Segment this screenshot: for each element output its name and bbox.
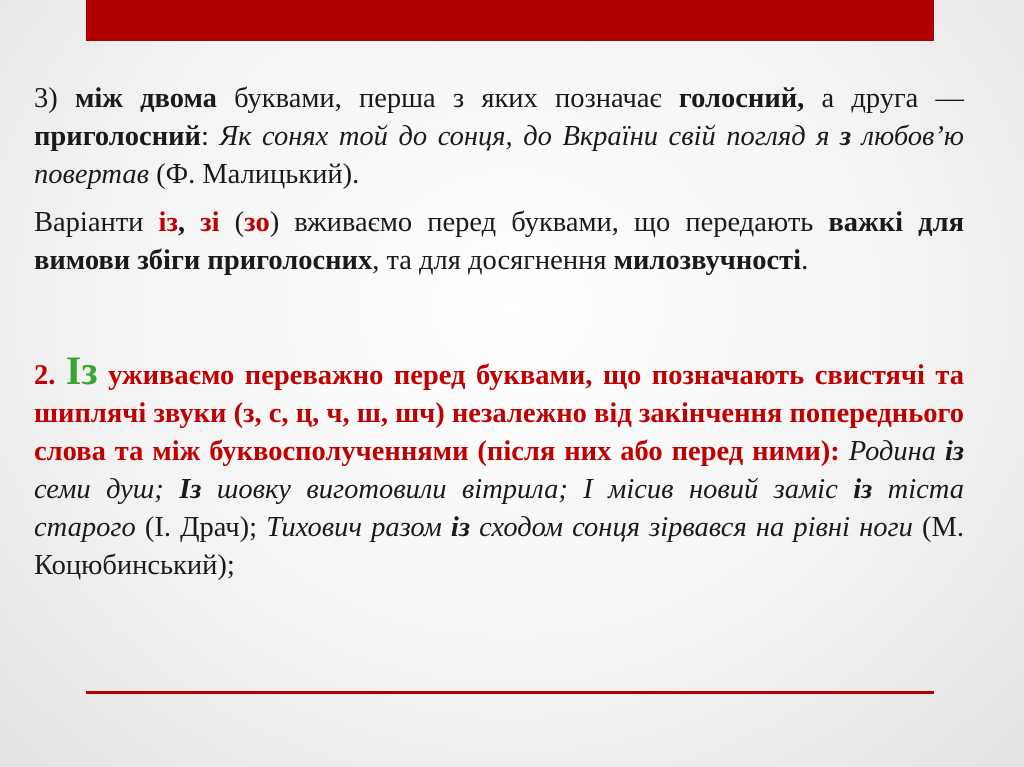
top-accent-bar <box>86 0 934 41</box>
rule-number: 2. <box>34 360 66 391</box>
text-run: : <box>200 121 220 152</box>
paragraph-rule-3 <box>34 80 964 194</box>
text-run: а друга — <box>804 83 964 114</box>
punctuation: , <box>177 207 201 238</box>
example-quote: Як сонях той до сонця, до Вкраїни свій погляд я <box>219 121 840 152</box>
emphasis-consonant: приголосний <box>34 121 201 152</box>
rule-number: 3) <box>34 83 75 114</box>
emphasis-euphony: милозвучності <box>613 245 802 276</box>
emphasis-consonant-clusters: важкі для вимови збіги приголосних <box>34 207 964 276</box>
example-author: (І. Драч); <box>135 512 267 543</box>
paragraph-variants <box>34 204 964 280</box>
example-preposition: Із <box>179 474 202 505</box>
text-run: Варіанти <box>34 207 159 238</box>
bottom-divider <box>86 691 934 694</box>
example-author: (М. Коцюбинський); <box>34 512 964 581</box>
example-quote: семи душ; <box>34 474 180 505</box>
example-preposition: із <box>853 474 873 505</box>
emphasis-vowel: голосний, <box>678 83 805 114</box>
example-quote: шовку виготовили вітрила; І місив новий заміс <box>201 474 854 505</box>
text-run: ) вживаємо перед буквами, що передають <box>269 207 829 238</box>
example-quote: любов’ю повертав <box>34 121 964 190</box>
variant-zo: зо <box>244 207 270 238</box>
text-run: , та для досягнення <box>372 245 614 276</box>
example-quote: Тихович разом <box>266 512 451 543</box>
example-preposition: з <box>840 121 852 152</box>
variant-iz: із <box>158 207 178 238</box>
highlight-iz: Із <box>65 348 98 393</box>
variant-zi: зі <box>200 207 220 238</box>
example-author: (Ф. Малицький). <box>148 159 360 190</box>
example-preposition: із <box>944 436 964 467</box>
example-preposition: із <box>450 512 470 543</box>
emphasis-between-two: між двома <box>74 83 217 114</box>
example-quote: Родина <box>839 436 945 467</box>
example-quote: сходом сонця зірвався на рівні ноги <box>469 512 913 543</box>
text-run: буквами, перша з яких позначає <box>216 83 679 114</box>
paragraph-rule-2-iz <box>34 348 965 585</box>
punctuation: ( <box>219 207 245 238</box>
punctuation: . <box>801 245 809 276</box>
rule-statement: уживаємо переважно перед буквами, що позначають свистячі та шиплячі звуки (з, с, ц, ч, ш, шч) незалежно від закінчення попереднього слова та між буквосполученнями (після них або перед ними): <box>34 360 965 467</box>
example-quote: тіста старого <box>34 474 964 543</box>
